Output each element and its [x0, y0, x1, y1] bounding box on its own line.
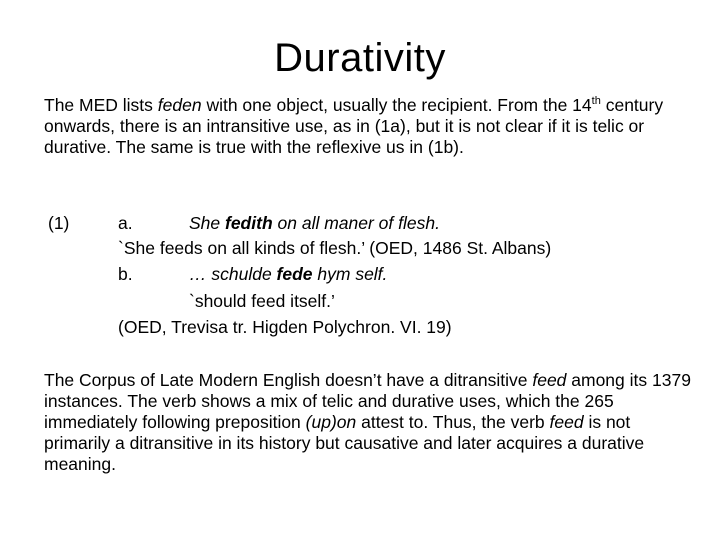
- slide-title: Durativity: [274, 36, 446, 80]
- intro-text-2: with one object, usually the recipient. From the 14: [201, 95, 592, 115]
- conclusion-text-4: is not primarily a ditransitive in its history but causative and later acquires a durative meaning.: [44, 412, 645, 474]
- example-b-gloss: `should feed itself.’: [189, 291, 335, 311]
- intro-feden-word: feden: [157, 95, 202, 115]
- example-a-gloss: `She feeds on all kinds of flesh.’ (OED, 1486 St. Albans): [118, 238, 552, 258]
- conclusion-text-2: among its 1379 instances. The verb shows a mix of telic and durative uses, which the 265 immediately following preposition: [44, 370, 691, 432]
- intro-paragraph: [44, 95, 694, 158]
- example-b-fede: fede: [276, 264, 313, 284]
- conclusion-feed-word-2: feed: [549, 412, 584, 432]
- intro-superscript: th: [591, 95, 601, 108]
- conclusion-paragraph: [44, 370, 694, 475]
- example-a-fedith: fedith: [225, 213, 273, 233]
- example-number: (1): [48, 213, 70, 233]
- example-a-label: a.: [118, 213, 133, 233]
- example-a-rest: on all maner of flesh.: [272, 213, 440, 233]
- conclusion-upon-word: (up)on: [305, 412, 357, 432]
- conclusion-text-1: The Corpus of Late Modern English doesn’t have a ditransitive: [44, 370, 533, 390]
- example-b-text: [189, 264, 387, 285]
- example-b-pre: … schulde: [189, 264, 277, 284]
- intro-text-3: century onwards, there is an intransitive use, as in (1a), but it is not clear if it is telic or durative. The same is true with the reflexive us in (1b).: [44, 95, 664, 157]
- example-b-source: (OED, Trevisa tr. Higden Polychron. VI. 19): [118, 317, 452, 337]
- example-a-text: [189, 213, 440, 234]
- example-b-post: hym self.: [312, 264, 388, 284]
- conclusion-feed-word-1: feed: [532, 370, 567, 390]
- example-b-label: b.: [118, 264, 133, 284]
- intro-text-1: The MED lists: [44, 95, 158, 115]
- conclusion-text-3: attest to. Thus, the verb: [356, 412, 550, 432]
- example-a-she: She: [189, 213, 225, 233]
